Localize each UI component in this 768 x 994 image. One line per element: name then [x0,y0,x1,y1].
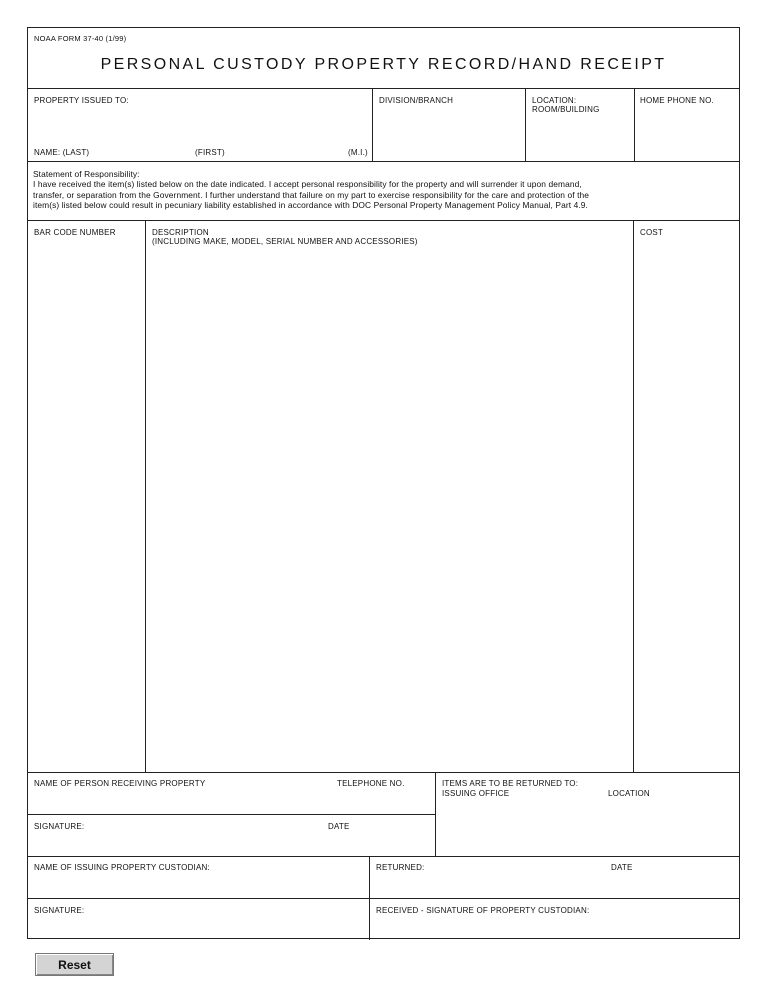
issuing-office-label: ISSUING OFFICE [442,789,510,798]
divider [633,220,634,772]
property-issued-to-label: PROPERTY ISSUED TO: [34,96,129,105]
bar-code-field[interactable] [33,250,139,765]
receiving-name-field[interactable] [34,794,324,810]
division-branch-field[interactable] [379,110,519,156]
statement-line: item(s) listed below could result in pecuniary liability established in accordance with DOC Personal Property Management Policy Manual, Part 4.9. [33,200,588,211]
return-to-label: ITEMS ARE TO BE RETURNED TO: [442,779,579,788]
name-first-label: (FIRST) [195,148,225,157]
divider [28,856,739,857]
divider [28,772,739,773]
custodian-name-label: NAME OF ISSUING PROPERTY CUSTODIAN: [34,863,210,872]
statement-line: I have received the item(s) listed below on the date indicated. I accept personal responsibility for the property and will surrender it upon demand, [33,179,582,190]
returned-field[interactable] [376,878,601,894]
returned-label: RETURNED: [376,863,425,872]
telephone-field[interactable] [337,794,427,810]
form-title: PERSONAL CUSTODY PROPERTY RECORD/HAND RECEIPT [100,56,667,73]
location-field[interactable] [532,118,628,156]
divider [634,88,635,161]
location-label: LOCATION: [532,96,577,105]
return-to-field[interactable] [442,802,732,852]
room-building-label: ROOM/BUILDING [532,105,600,114]
description-field[interactable] [151,250,627,765]
returned-date-label: DATE [611,863,633,872]
divider [28,161,739,162]
statement-heading: Statement of Responsibility: [33,169,140,179]
custodian-signature-label: SIGNATURE: [34,906,85,915]
description-label: DESCRIPTION [152,228,209,237]
receiving-date-label: DATE [328,822,350,831]
received-signature-label: RECEIVED - SIGNATURE OF PROPERTY CUSTODIAN: [376,906,590,915]
division-branch-label: DIVISION/BRANCH [379,96,454,105]
received-signature-field[interactable] [376,920,731,934]
name-last-label: NAME: (LAST) [34,148,90,157]
receiving-signature-label: SIGNATURE: [34,822,85,831]
statement-of-responsibility [33,169,733,211]
home-phone-field[interactable] [640,112,734,142]
cost-label: COST [640,228,664,237]
cost-field[interactable] [639,250,733,765]
divider [28,88,739,89]
custodian-name-field[interactable] [34,878,364,894]
receiving-name-label: NAME OF PERSON RECEIVING PROPERTY [34,779,206,788]
home-phone-label: HOME PHONE NO. [640,96,714,105]
divider [525,88,526,161]
divider [145,220,146,772]
name-mi-label: (M.I.) [348,148,368,157]
receiving-signature-field[interactable] [34,836,314,850]
divider [28,814,436,815]
reset-button[interactable]: Reset [35,953,114,976]
bar-code-label: BAR CODE NUMBER [34,228,116,237]
statement-line: transfer, or separation from the Government. I further understand that failure on my part to exercise responsibility for the care and protection of the [33,189,590,200]
description-sublabel: (INCLUDING MAKE, MODEL, SERIAL NUMBER AND ACCESSORIES) [152,237,418,246]
telephone-label: TELEPHONE NO. [337,779,405,788]
divider [28,898,739,899]
return-location-label: LOCATION [608,789,650,798]
returned-date-field[interactable] [611,878,731,894]
custodian-signature-field[interactable] [34,920,364,934]
form-number: NOAA FORM 37-40 (1/99) [34,34,127,43]
divider [372,88,373,161]
property-issued-to-field[interactable] [34,112,364,142]
receiving-date-field[interactable] [328,836,428,850]
hand-receipt-form [27,27,740,939]
